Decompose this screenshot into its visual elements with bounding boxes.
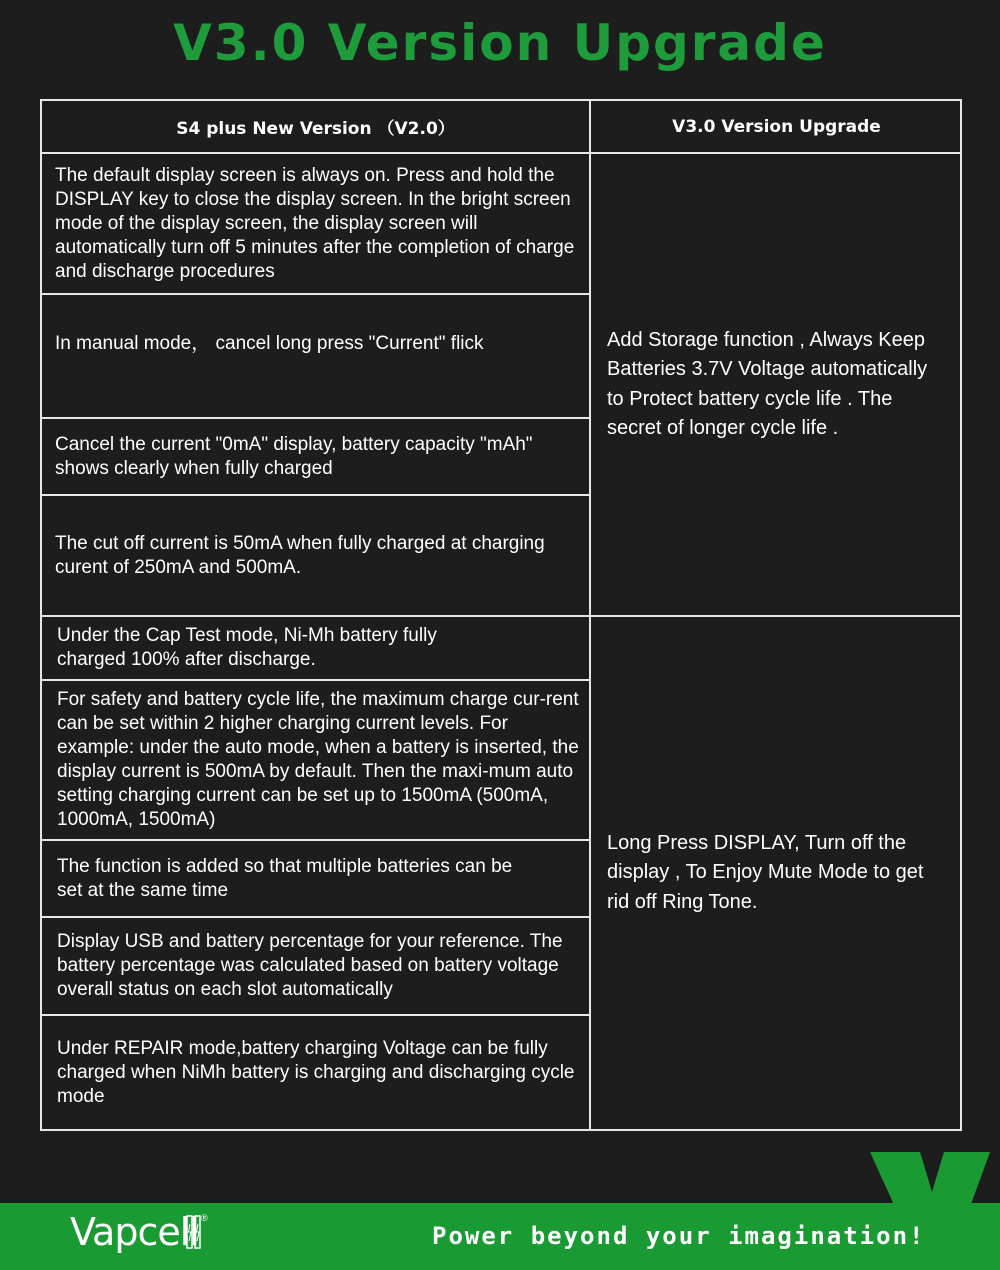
brand-logo-text: Vapcell xyxy=(70,1210,199,1254)
v2-feature-repair-mode: Under REPAIR mode,battery charging Voltage can be fully charged when NiMh battery is charging and discharging cycle mode xyxy=(57,1037,575,1107)
v2-feature-display-screen: The default display screen is always on. Press and hold the DISPLAY key to close the display screen. In the bright screen mode of the display screen, the display screen will automatically turn off 5 minutes after the completion of charge and discharge procedures xyxy=(55,164,575,282)
v2-feature-usb-percentage: Display USB and battery percentage for your reference. The battery percentage was calculated based on battery voltage overall status on each slot automatically xyxy=(57,931,563,1000)
comparison-table xyxy=(40,99,962,1131)
v3-upgrade-mute-mode: Long Press DISPLAY, Turn off the display , To Enjoy Mute Mode to get rid off Ring Tone. xyxy=(607,831,924,913)
v3-upgrade-storage-function: Add Storage function , Always Keep Batteries 3.7V Voltage automatically to Protect battery cycle life . The secret of longer cycle life . xyxy=(607,328,928,439)
v2-feature-multiple-batteries: The function is added so that multiple batteries can be set at the same time xyxy=(57,855,513,901)
v2-feature-max-charge-current: For safety and battery cycle life, the maximum charge cur-rent can be set within 2 higher charging current levels. For example: under the auto mode, when a battery is inserted, the display current is 500mA by default. Then the maxi-mum auto setting charging current can be set up to 1500mA (500mA, 1000mA, 1500mA) xyxy=(57,689,579,830)
v2-feature-manual-mode: In manual mode， cancel long press "Current" flick xyxy=(55,333,484,354)
v2-feature-cap-test: Under the Cap Test mode, Ni-Mh battery fully charged 100% after discharge. xyxy=(57,625,437,670)
page-title: V3.0 Version Upgrade xyxy=(173,14,827,72)
v2-feature-cutoff-current: The cut off current is 50mA when fully charged at charging curent of 250mA and 500mA. xyxy=(55,532,545,578)
header-left: S4 plus New Version （V2.0） xyxy=(176,119,455,139)
registered-mark: ® xyxy=(201,1213,208,1223)
v2-feature-capacity-display: Cancel the current "0mA" display, battery capacity "mAh" shows clearly when fully charged xyxy=(55,433,533,479)
footer-tagline: Power beyond your imagination! xyxy=(432,1222,926,1250)
header-right: V3.0 Version Upgrade xyxy=(672,116,881,137)
